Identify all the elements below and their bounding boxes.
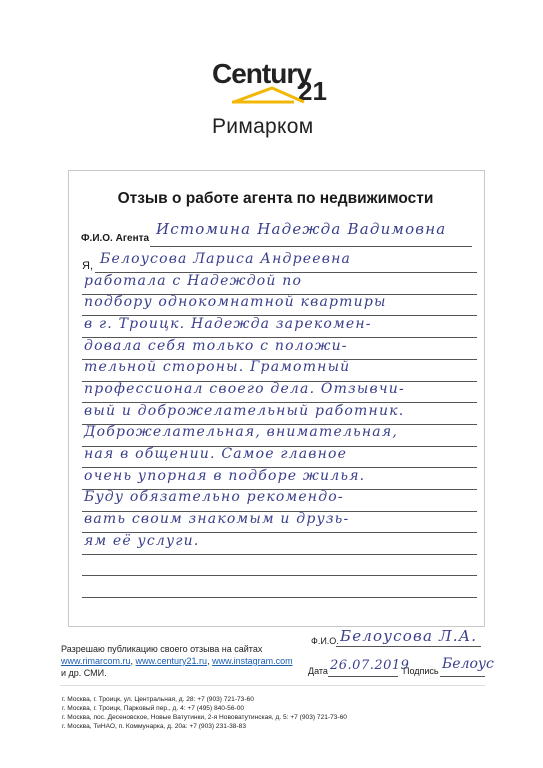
link-century21[interactable]: www.century21.ru bbox=[135, 656, 208, 666]
logo-century-text: Century bbox=[212, 58, 311, 89]
fio-agent-label: Ф.И.О. Агента bbox=[81, 233, 150, 244]
handwritten-line-1: Белоусова Лариса Андреевна bbox=[100, 251, 352, 267]
address-line-1: г. Москва, г. Троицк, ул. Центральная, д. 28: +7 (903) 721-73-60 bbox=[62, 696, 254, 703]
link-instagram[interactable]: www.instagram.com bbox=[212, 656, 293, 666]
signature-line bbox=[440, 676, 485, 677]
handwritten-line-6: тельной стороны. Грамотный bbox=[84, 359, 351, 375]
address-line-4: г. Москва, ТиНАО, п. Коммунарка, д. 20а: +7 (903) 231-38-83 bbox=[62, 723, 246, 730]
signature-value: Белоус bbox=[442, 656, 494, 672]
handwritten-line-13: вать своим знакомым и друзь- bbox=[84, 511, 350, 527]
handwritten-line-9: Доброжелательная, внимательная, bbox=[84, 424, 398, 440]
date-label: Дата bbox=[308, 666, 328, 676]
date-line bbox=[328, 676, 398, 677]
signer-fio-label: Ф.И.О. bbox=[311, 636, 339, 646]
logo-roof-icon bbox=[232, 84, 312, 104]
handwritten-line-5: довала себя только с положи- bbox=[84, 338, 348, 354]
link-rimarcom[interactable]: www.rimarcom.ru bbox=[61, 656, 131, 666]
handwritten-line-3: подбору однокомнатной квартиры bbox=[84, 294, 387, 310]
logo-company-name: Римарком bbox=[212, 115, 314, 138]
signature-label: Подпись bbox=[403, 666, 439, 676]
footer-divider bbox=[60, 685, 485, 686]
fio-agent-value: Истомина Надежда Вадимовна bbox=[156, 220, 447, 238]
handwritten-line-7: профессионал своего дела. Отзывчи- bbox=[84, 381, 405, 397]
signer-fio-line bbox=[336, 646, 481, 647]
handwritten-line-12: Буду обязательно рекомендо- bbox=[84, 489, 344, 505]
consent-text: Разрешаю публикацию своего отзыва на сайтах bbox=[61, 644, 263, 654]
logo-21-text: 21 bbox=[298, 76, 327, 106]
consent-suffix: и др. СМИ. bbox=[61, 668, 107, 678]
form-title: Отзыв о работе агента по недвижимости bbox=[117, 190, 434, 207]
signer-fio-value: Белоусова Л.А. bbox=[340, 627, 478, 645]
ya-label: Я, bbox=[82, 260, 93, 272]
date-value: 26.07.2019 bbox=[330, 658, 410, 673]
consent-links: www.rimarcom.ru, www.century21.ru, www.instagram.com bbox=[61, 656, 293, 666]
fio-agent-line bbox=[150, 246, 472, 247]
handwritten-line-10: ная в общении. Самое главное bbox=[84, 446, 348, 462]
handwritten-line-2: работала с Надеждой по bbox=[84, 273, 303, 289]
address-line-3: г. Москва, пос. Десеновское, Новые Ватутинки, 2-я Нововатутинская, д. 5: +7 (903) 721-73-60 bbox=[62, 714, 347, 721]
handwritten-line-14: ям её услуги. bbox=[84, 533, 200, 549]
handwritten-line-11: очень упорная в подборе жилья. bbox=[84, 468, 366, 484]
address-line-2: г. Москва, г. Троицк, Парковый пер., д. 4: +7 (495) 840-56-00 bbox=[62, 705, 245, 712]
handwritten-line-4: в г. Троицк. Надежда зарекомен- bbox=[84, 316, 372, 332]
handwritten-line-8: вый и доброжелательный работник. bbox=[84, 403, 405, 419]
